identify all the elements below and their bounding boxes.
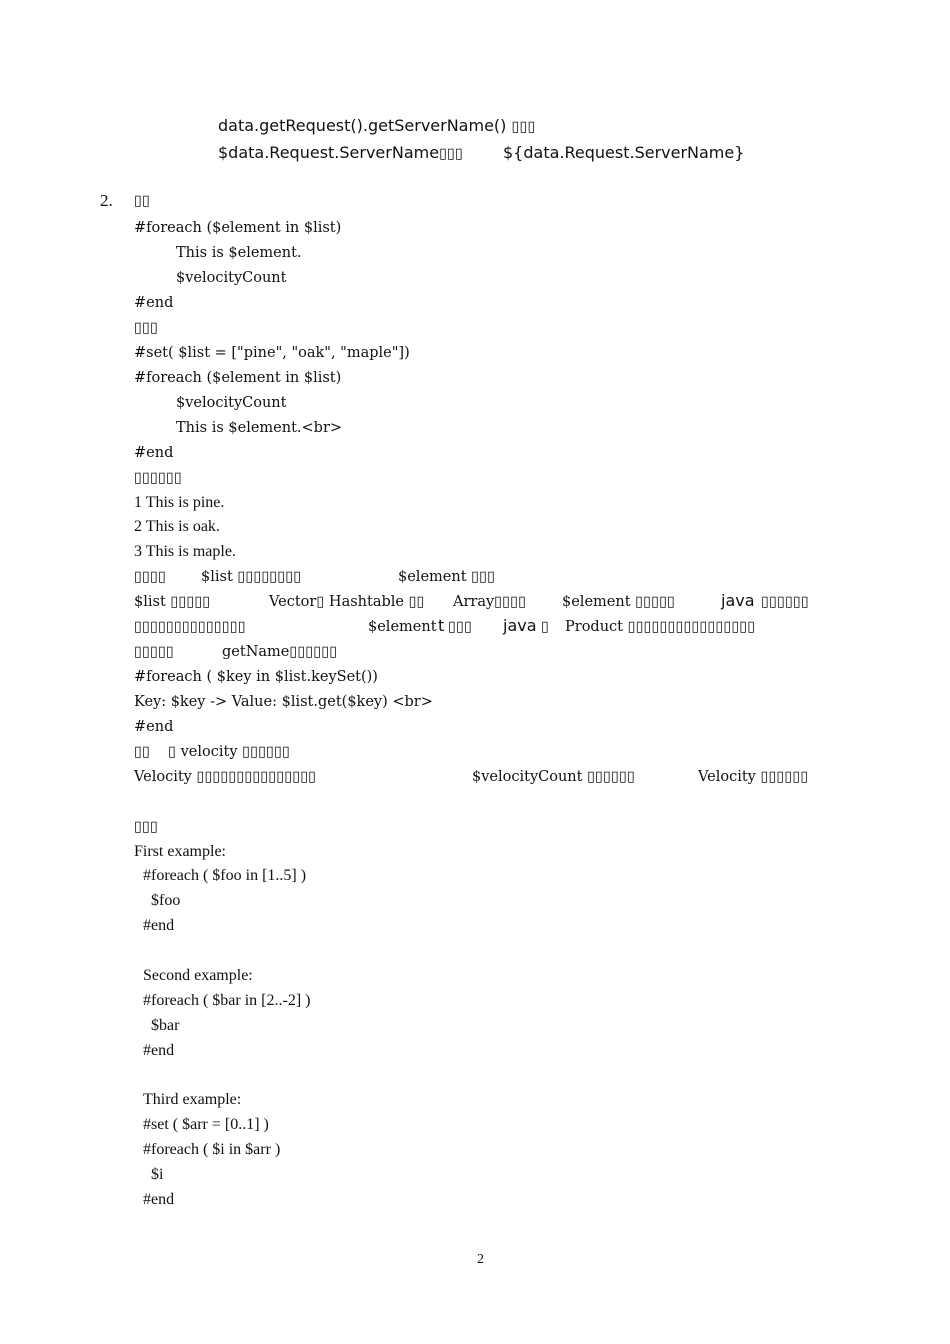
code-line: #set( $list = ["pine", "oak", "maple"]) <box>134 345 410 361</box>
result-line: 2 This is oak. <box>134 518 220 535</box>
code-line: #foreach ( $key in $list.keySet()) <box>134 669 378 685</box>
code-line: #foreach ($element in $list) <box>134 220 342 236</box>
code-line <box>503 143 744 163</box>
text-fragment: $list ▯▯▯▯▯▯▯▯ <box>201 569 302 585</box>
example-heading: Third example: <box>143 1091 242 1108</box>
text-fragment: ▯▯▯ <box>448 619 472 635</box>
code-line: #end <box>134 445 174 461</box>
code-line: $velocityCount <box>176 395 287 411</box>
text-fragment: ▯ velocity ▯▯▯▯▯▯ <box>168 744 290 760</box>
code-line: $velocityCount <box>176 270 287 286</box>
code-line: #end <box>143 1191 175 1208</box>
text-fragment: ▯▯▯▯▯▯ <box>761 594 809 610</box>
code-text: $data.Request.ServerName <box>218 143 440 162</box>
code-line: #end <box>134 295 174 311</box>
code-line: $i <box>151 1166 164 1183</box>
text-fragment: java <box>721 591 755 610</box>
example-heading: Second example: <box>143 967 253 984</box>
code-line: #foreach ($element in $list) <box>134 370 342 386</box>
code-line: #end <box>143 1042 175 1059</box>
text-fragment: ▯▯ <box>134 744 150 760</box>
section-number: 2. <box>100 191 113 210</box>
code-line: Key: $key -> Value: $list.get($key) <br> <box>134 694 433 710</box>
code-line: $bar <box>151 1017 180 1034</box>
text-fragment: Velocity ▯▯▯▯▯▯▯▯▯▯▯▯▯▯▯ <box>134 769 317 785</box>
text-fragment: $velocityCount ▯▯▯▯▯▯ <box>472 769 635 785</box>
text-fragment: Vector▯ Hashtable ▯▯ <box>269 594 425 610</box>
page-number: 2 <box>477 1252 484 1267</box>
code-line <box>218 143 463 164</box>
text-fragment: ▯▯▯▯▯▯▯▯▯▯▯▯▯▯ <box>134 619 246 635</box>
result-line: 1 This is pine. <box>134 494 225 511</box>
result-line: 3 This is maple. <box>134 543 236 560</box>
text-fragment: getName▯▯▯▯▯▯ <box>222 644 338 660</box>
text-fragment: Velocity ▯▯▯▯▯▯ <box>698 769 809 785</box>
text-fragment: ▯▯▯▯ <box>134 569 166 585</box>
text-fragment: ▯▯▯▯▯ <box>134 644 174 660</box>
text-fragment: Array▯▯▯▯ <box>453 594 527 610</box>
code-line: #end <box>143 917 175 934</box>
text-fragment: $element <box>368 619 437 635</box>
code-text: data.getRequest().getServerName() <box>218 116 512 135</box>
text-fragment: $element ▯▯▯▯▯ <box>562 594 676 610</box>
code-line: $foo <box>151 892 181 909</box>
text-fragment: t <box>438 616 445 635</box>
code-line <box>218 116 535 137</box>
cjk-text: ▯▯▯ <box>439 146 464 162</box>
code-line: #foreach ( $i in $arr ) <box>143 1141 281 1158</box>
code-line: #end <box>134 719 174 735</box>
text-line: ▯▯▯ <box>134 320 158 336</box>
cjk-text: ▯▯▯ <box>511 119 536 135</box>
text-fragment: Product ▯▯▯▯▯▯▯▯▯▯▯▯▯▯▯▯ <box>565 619 756 635</box>
text-fragment: ▯ <box>541 619 549 635</box>
section-title: ▯▯ <box>134 193 150 209</box>
code-line: This is $element. <box>176 245 302 261</box>
code-text: ${data.Request.ServerName} <box>503 143 745 162</box>
code-line: #set ( $arr = [0..1] ) <box>143 1116 269 1133</box>
text-line: ▯▯▯ <box>134 819 158 835</box>
code-line: #foreach ( $bar in [2..-2] ) <box>143 992 311 1009</box>
text-fragment: $list ▯▯▯▯▯ <box>134 594 211 610</box>
code-line: This is $element.<br> <box>176 420 343 436</box>
text-fragment: $element ▯▯▯ <box>398 569 496 585</box>
text-line: ▯▯▯▯▯▯ <box>134 470 182 486</box>
text-fragment: java <box>503 616 537 635</box>
example-heading: First example: <box>134 843 226 860</box>
code-line: #foreach ( $foo in [1..5] ) <box>143 867 307 884</box>
